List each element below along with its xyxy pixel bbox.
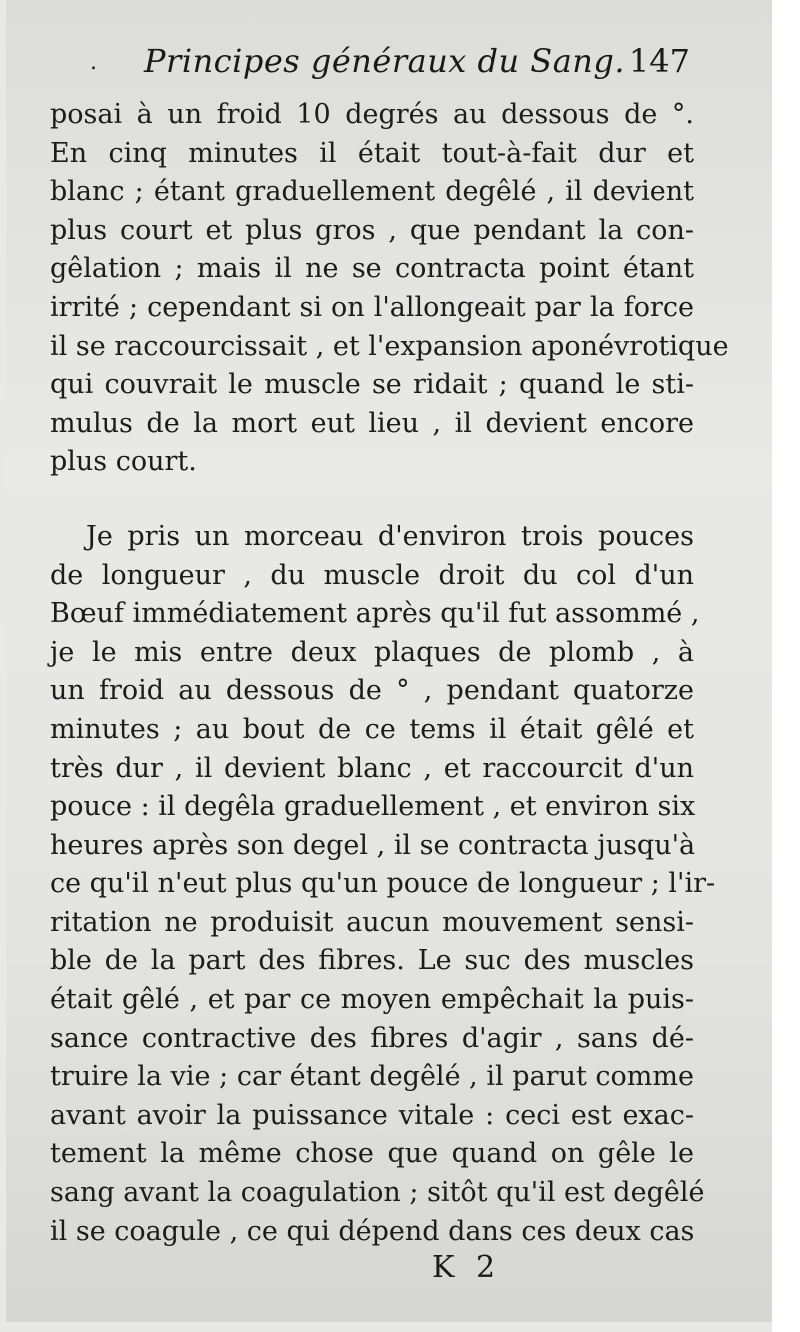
text-line: très dur , il devient blanc , et raccourcit d'un xyxy=(50,752,694,784)
text-line: sance contractive des fibres d'agir , sans dé- xyxy=(50,1022,694,1054)
text-line: heures après son degel , il se contracta jusqu'à xyxy=(50,829,696,861)
text-line: un froid au dessous de ° , pendant quatorze xyxy=(50,675,694,707)
header-mark: . xyxy=(90,50,97,75)
text-line: En cinq minutes il était tout-à-fait dur et xyxy=(50,137,694,169)
page-edge xyxy=(772,0,800,1332)
text-line: de longueur , du muscle droit du col d'un xyxy=(50,559,694,591)
paragraph xyxy=(50,96,729,482)
text-line: ble de la part des fibres. Le suc des muscles xyxy=(50,945,694,977)
text-line: ce qu'il n'eut plus qu'un pouce de longueur ; l'ir- xyxy=(50,868,716,900)
text-line: était gêlé , et par ce moyen empêchait la puis- xyxy=(50,984,694,1016)
text-line: Je pris un morceau d'environ trois pouces xyxy=(86,520,694,552)
running-header xyxy=(90,42,690,94)
text-line: truire la vie ; car étant degêlé , il parut comme xyxy=(50,1061,694,1093)
running-title: Principes généraux du Sang. xyxy=(144,42,626,80)
text-line: mulus de la mort eut lieu , il devient encore xyxy=(50,407,694,439)
text-line: tement la même chose que quand on gêle le xyxy=(50,1138,694,1170)
text-line: plus court et plus gros , que pendant la con- xyxy=(50,214,694,246)
signature-mark: K 2 xyxy=(432,1250,502,1285)
text-line: gêlation ; mais il ne se contracta point étant xyxy=(50,253,694,285)
page-number: 147 xyxy=(628,42,690,80)
text-line: sang avant la coagulation ; sitôt qu'il est degêlé xyxy=(50,1177,705,1209)
text-line: posai à un froid 10 degrés au dessous de °. xyxy=(50,99,694,130)
text-line: il se coagule , ce qui dépend dans ces deux cas xyxy=(50,1215,695,1247)
text-line: je le mis entre deux plaques de plomb , à xyxy=(50,636,694,668)
body-text xyxy=(50,96,729,1251)
text-line: Bœuf immédiatement après qu'il fut assommé , xyxy=(50,598,700,630)
text-line: plus court. xyxy=(50,446,197,478)
text-line: qui couvrait le muscle se ridait ; quand le sti- xyxy=(50,369,694,401)
paragraph-gap xyxy=(50,482,694,518)
text-line: il se raccourcissait , et l'expansion aponévrotique xyxy=(50,330,729,362)
text-line: blanc ; étant graduellement degêlé , il devient xyxy=(50,176,694,208)
paragraph xyxy=(50,518,716,1251)
text-line: minutes ; au bout de ce tems il était gêlé et xyxy=(50,713,694,745)
text-line: pouce : il degêla graduellement , et environ six xyxy=(50,791,696,823)
text-line: avant avoir la puissance vitale : ceci est exac- xyxy=(50,1099,694,1131)
text-line: irrité ; cependant si on l'allongeait par la force xyxy=(50,291,694,323)
text-line: ritation ne produisit aucun mouvement sensi- xyxy=(50,906,694,938)
